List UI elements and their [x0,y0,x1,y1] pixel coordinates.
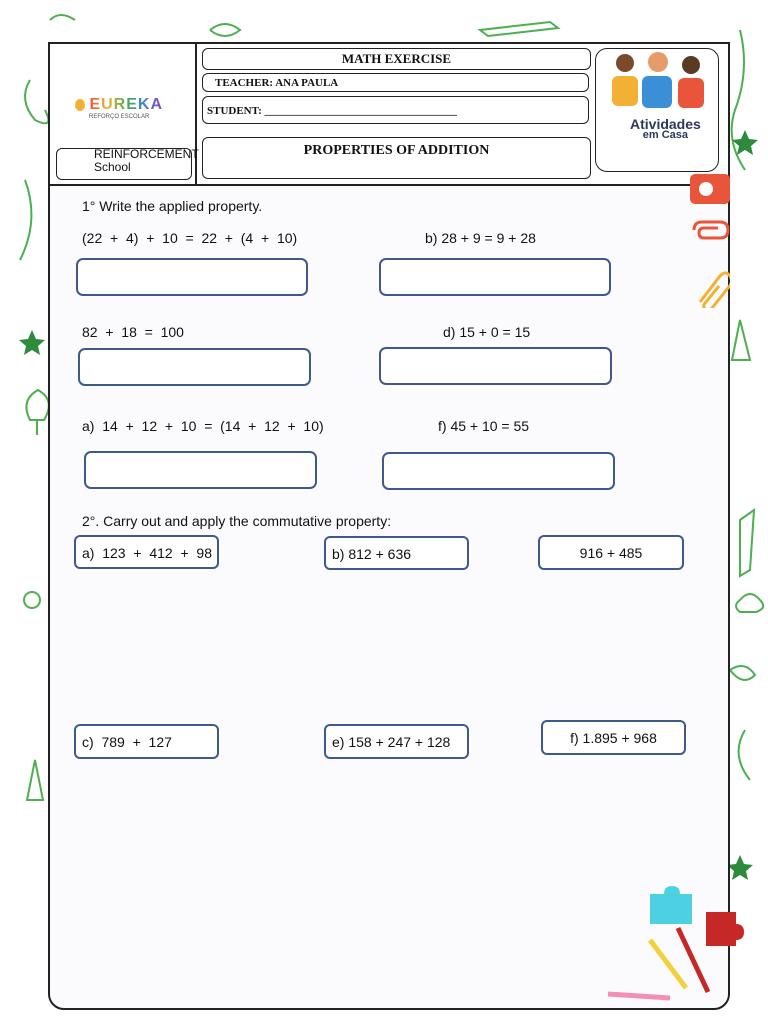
exercise-1-expression: (22 + 4) + 10 = 22 + (4 + 10) [82,230,298,246]
cloud-doodle [736,594,763,612]
student-label: STUDENT: ___________________________________ [207,105,458,117]
exercise-5-expression: a) 14 + 12 + 10 = (14 + 12 + 10) [82,418,324,434]
operation-e-label: e) 158 + 247 + 128 [332,734,451,750]
tree-doodle [26,390,48,435]
eureka-logo-subtitle: REFORÇO ESCOLAR [89,114,150,120]
exercise-6-expression: f) 45 + 10 = 55 [438,418,530,434]
exercise-4-expression: d) 15 + 0 = 15 [443,324,531,340]
operation-box-e[interactable] [324,724,469,759]
operation-box-f[interactable] [541,720,686,755]
section1-instruction: 1° Write the applied property. [82,198,263,214]
atividades-line1: Atividades [630,116,701,132]
rocket-doodle-right [732,320,750,360]
operation-c-label: c) 789 + 127 [82,734,172,750]
swirl-doodle [25,80,48,123]
kid-shirt-icon [612,76,638,106]
kids-illustration [612,52,708,112]
title-field [202,48,591,70]
page-title: MATH EXERCISE [341,51,452,66]
atividades-line2: em Casa [642,129,689,141]
atividades-logo-text [630,116,701,141]
vine-doodle-left [20,180,31,260]
answer-box-2[interactable] [379,258,611,296]
rocket-doodle [27,760,43,800]
answer-box-6[interactable] [382,452,615,490]
teacher-label: TEACHER: ANA PAULA [215,77,339,89]
answer-box-1[interactable] [76,258,308,296]
paperclip-icon-yellow [694,268,730,308]
operation-f-label: f) 1.895 + 968 [570,730,657,746]
topic-title: PROPERTIES OF ADDITION [303,143,490,158]
exercise-2-expression: b) 28 + 9 = 9 + 28 [425,230,536,246]
eureka-logo [75,96,163,120]
leaf-doodle-right [730,666,755,680]
student-field[interactable] [202,96,589,124]
sharpener-icon [686,166,736,210]
section2-instruction: 2°. Carry out and apply the commutative property: [82,513,392,529]
colored-pencils-icon [600,900,720,1010]
eureka-logo-text: EUREKA [89,96,164,113]
operation-box-c-top[interactable] [538,535,684,570]
operation-b-label: b) 812 + 636 [332,546,412,562]
candy-doodle [210,24,240,36]
swirl-doodle-right [739,730,750,780]
operation-916-label: 916 + 485 [579,545,643,561]
answer-box-5[interactable] [84,451,317,489]
reinforcement-line2: School [94,160,131,174]
pencil-doodle-right [740,510,754,576]
flower-doodle [24,592,40,608]
teacher-field [202,73,589,92]
topic-field [202,137,591,179]
answer-box-4[interactable] [379,347,612,385]
kid-shirt-icon [678,78,704,108]
operation-a-label: a) 123 + 412 + 98 [82,545,212,561]
leaf-doodle [50,15,75,20]
kid-figure-icon [616,54,634,72]
kid-figure-icon [682,56,700,74]
star-icon [19,330,45,355]
lightbulb-icon [75,99,85,111]
operation-box-a[interactable] [74,535,219,569]
answer-box-3[interactable] [78,348,311,386]
kid-figure-icon [648,52,668,72]
reinforcement-line1: REINFORCEMENT [94,147,199,161]
star-icon-right [727,855,753,880]
operation-box-c[interactable] [74,724,219,759]
reinforcement-label [94,148,199,174]
operation-box-b[interactable] [324,536,469,570]
paperclip-icon [690,220,730,250]
kid-shirt-icon [642,76,672,108]
exercise-3-expression: 82 + 18 = 100 [82,324,184,340]
pencil-doodle [480,22,558,36]
